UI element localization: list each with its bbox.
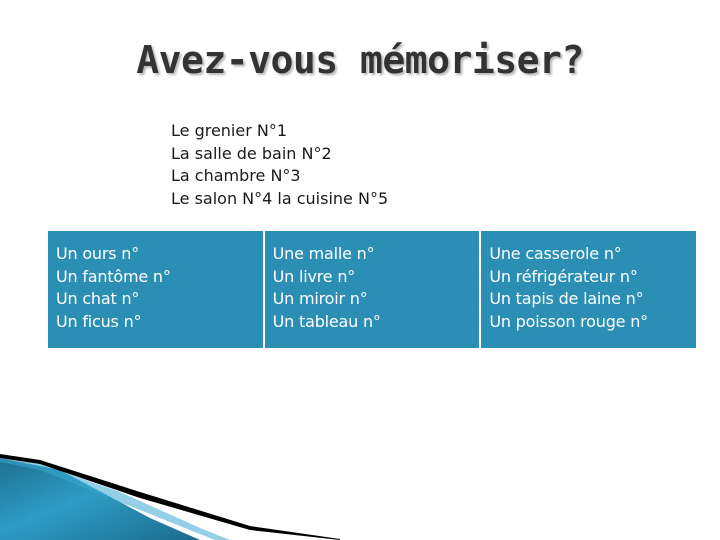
- object-item: Un réfrigérateur n°: [489, 266, 638, 286]
- blue-swoosh-shape: [0, 458, 200, 540]
- object-item: Un livre n°: [272, 266, 356, 286]
- slide-title: Avez-vous mémoriser?: [136, 38, 584, 82]
- rooms-list: [171, 120, 388, 210]
- object-item: Un miroir n°: [272, 289, 368, 309]
- room-line: La chambre N°3: [171, 166, 301, 185]
- object-item: Un chat n°: [56, 289, 140, 309]
- object-item: Un poisson rouge n°: [489, 311, 648, 331]
- object-item: Une casserole n°: [489, 244, 622, 263]
- room-line: Le salon N°4 la cuisine N°5: [171, 188, 389, 208]
- table-column-3: [481, 231, 696, 348]
- object-item: Un ours n°: [56, 244, 140, 263]
- object-item: Un tapis de laine n°: [489, 289, 644, 309]
- table-column-1: [48, 231, 263, 348]
- object-item: Une malle n°: [272, 244, 375, 263]
- object-item: Un fantôme n°: [56, 266, 171, 286]
- object-item: Un tableau n°: [272, 311, 381, 331]
- table-column-2: [265, 231, 480, 348]
- room-line: La salle de bain N°2: [171, 143, 332, 163]
- room-line: Le grenier N°1: [171, 121, 288, 140]
- objects-table: [48, 231, 696, 348]
- object-item: Un ficus n°: [56, 311, 142, 331]
- decorative-swoosh: [0, 440, 340, 540]
